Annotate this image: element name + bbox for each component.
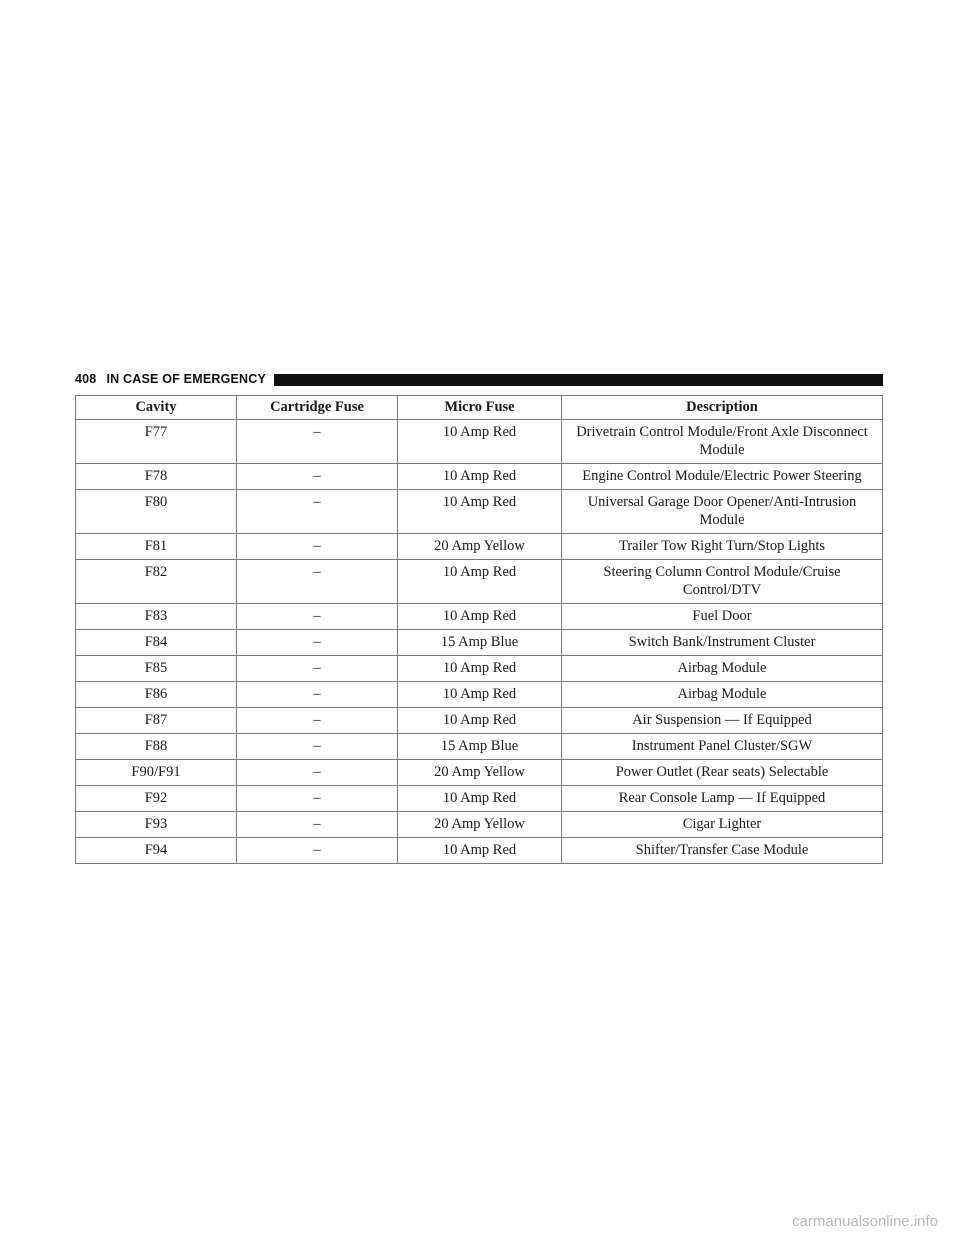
table-row [76, 420, 883, 464]
micro-fuse-cell: 10 Amp Red [398, 786, 562, 812]
table-row [76, 464, 883, 490]
description-cell: Instrument Panel Cluster/SGW [562, 734, 883, 760]
description-cell: Power Outlet (Rear seats) Selectable [562, 760, 883, 786]
table-row [76, 490, 883, 534]
fuse-table [75, 395, 883, 864]
page-number: 408 [75, 372, 97, 386]
cavity-cell: F86 [76, 682, 237, 708]
cartridge-fuse-cell: – [237, 734, 398, 760]
column-header-cartridge-fuse: Cartridge Fuse [237, 396, 398, 420]
cartridge-fuse-cell: – [237, 560, 398, 604]
cartridge-fuse-cell: – [237, 812, 398, 838]
micro-fuse-cell: 10 Amp Red [398, 420, 562, 464]
cavity-cell: F93 [76, 812, 237, 838]
micro-fuse-cell: 10 Amp Red [398, 656, 562, 682]
cartridge-fuse-cell: – [237, 630, 398, 656]
cartridge-fuse-cell: – [237, 708, 398, 734]
cartridge-fuse-cell: – [237, 786, 398, 812]
column-header-micro-fuse: Micro Fuse [398, 396, 562, 420]
micro-fuse-cell: 10 Amp Red [398, 464, 562, 490]
table-row [76, 838, 883, 864]
cavity-cell: F77 [76, 420, 237, 464]
cavity-cell: F94 [76, 838, 237, 864]
cavity-cell: F87 [76, 708, 237, 734]
micro-fuse-cell: 15 Amp Blue [398, 734, 562, 760]
micro-fuse-cell: 20 Amp Yellow [398, 812, 562, 838]
cavity-cell: F78 [76, 464, 237, 490]
description-cell: Trailer Tow Right Turn/Stop Lights [562, 534, 883, 560]
micro-fuse-cell: 15 Amp Blue [398, 630, 562, 656]
cavity-cell: F81 [76, 534, 237, 560]
cartridge-fuse-cell: – [237, 682, 398, 708]
description-cell: Fuel Door [562, 604, 883, 630]
cavity-cell: F82 [76, 560, 237, 604]
table-row [76, 812, 883, 838]
cartridge-fuse-cell: – [237, 838, 398, 864]
cavity-cell: F90/F91 [76, 760, 237, 786]
description-cell: Drivetrain Control Module/Front Axle Disconnect Module [562, 420, 883, 464]
description-cell: Steering Column Control Module/Cruise Control/DTV [562, 560, 883, 604]
watermark: carmanualsonline.info [792, 1213, 938, 1230]
table-body [76, 420, 883, 864]
micro-fuse-cell: 10 Amp Red [398, 604, 562, 630]
description-cell: Universal Garage Door Opener/Anti-Intrusion Module [562, 490, 883, 534]
page-header [75, 368, 883, 390]
cavity-cell: F83 [76, 604, 237, 630]
description-cell: Cigar Lighter [562, 812, 883, 838]
table-row [76, 760, 883, 786]
micro-fuse-cell: 10 Amp Red [398, 490, 562, 534]
cavity-cell: F92 [76, 786, 237, 812]
cartridge-fuse-cell: – [237, 490, 398, 534]
micro-fuse-cell: 20 Amp Yellow [398, 534, 562, 560]
table-row [76, 682, 883, 708]
cartridge-fuse-cell: – [237, 656, 398, 682]
cavity-cell: F85 [76, 656, 237, 682]
cavity-cell: F88 [76, 734, 237, 760]
section-title: IN CASE OF EMERGENCY [106, 372, 267, 386]
micro-fuse-cell: 20 Amp Yellow [398, 760, 562, 786]
cartridge-fuse-cell: – [237, 534, 398, 560]
table-row [76, 630, 883, 656]
micro-fuse-cell: 10 Amp Red [398, 838, 562, 864]
table-row [76, 708, 883, 734]
cartridge-fuse-cell: – [237, 464, 398, 490]
micro-fuse-cell: 10 Amp Red [398, 560, 562, 604]
description-cell: Airbag Module [562, 656, 883, 682]
table-header-row [76, 396, 883, 420]
header-rule [274, 374, 883, 386]
cartridge-fuse-cell: – [237, 604, 398, 630]
description-cell: Shifter/Transfer Case Module [562, 838, 883, 864]
table-row [76, 534, 883, 560]
cavity-cell: F84 [76, 630, 237, 656]
cavity-cell: F80 [76, 490, 237, 534]
description-cell: Air Suspension — If Equipped [562, 708, 883, 734]
description-cell: Airbag Module [562, 682, 883, 708]
table-row [76, 560, 883, 604]
cartridge-fuse-cell: – [237, 420, 398, 464]
column-header-cavity: Cavity [76, 396, 237, 420]
table-row [76, 786, 883, 812]
table-row [76, 656, 883, 682]
cartridge-fuse-cell: – [237, 760, 398, 786]
table-row [76, 604, 883, 630]
description-cell: Engine Control Module/Electric Power Steering [562, 464, 883, 490]
description-cell: Switch Bank/Instrument Cluster [562, 630, 883, 656]
description-cell: Rear Console Lamp — If Equipped [562, 786, 883, 812]
micro-fuse-cell: 10 Amp Red [398, 708, 562, 734]
column-header-description: Description [562, 396, 883, 420]
table-row [76, 734, 883, 760]
micro-fuse-cell: 10 Amp Red [398, 682, 562, 708]
